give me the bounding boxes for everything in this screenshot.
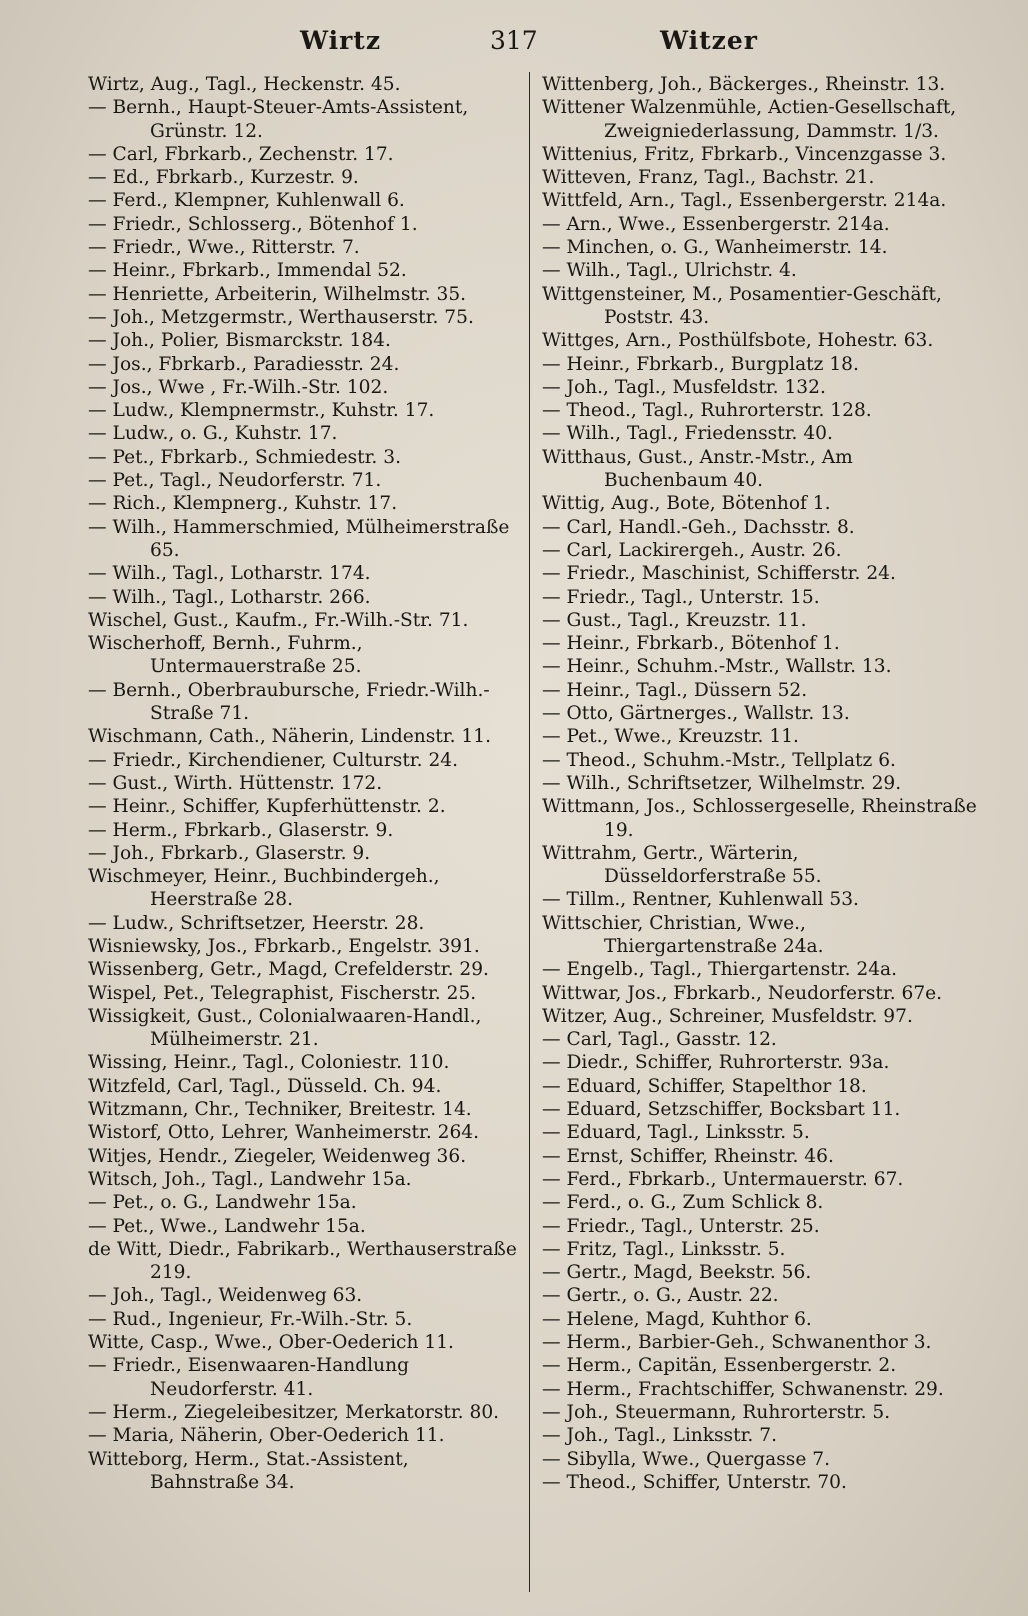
directory-entry: — Herm., Barbier-Geh., Schwanenthor 3. bbox=[542, 1332, 932, 1354]
directory-entry: — Diedr., Schiffer, Ruhrorterstr. 93a. bbox=[542, 1052, 890, 1074]
directory-entry: Wirtz, Aug., Tagl., Heckenstr. 45. bbox=[88, 74, 401, 95]
directory-entry: — Henriette, Arbeiterin, Wilhelmstr. 35. bbox=[88, 283, 467, 305]
directory-entry: — Ludw., o. G., Kuhstr. 17. bbox=[88, 423, 338, 445]
directory-entry: Wittges, Arn., Posthülfsbote, Hohestr. 63. bbox=[542, 330, 934, 352]
directory-entry: — Friedr., Schlosserg., Bötenhof 1. bbox=[88, 213, 418, 235]
directory-entry: — Helene, Magd, Kuhthor 6. bbox=[542, 1308, 812, 1330]
directory-entry: — Herm., Frachtschiffer, Schwanenstr. 29. bbox=[542, 1378, 944, 1400]
directory-entry: Witsch, Joh., Tagl., Landwehr 15a. bbox=[88, 1168, 412, 1190]
directory-entry: Wissigkeit, Gust., Colonialwaaren-Handl., Mülheimerstr. 21. bbox=[88, 1005, 482, 1051]
directory-entry: — Herm., Capitän, Essenbergerstr. 2. bbox=[542, 1355, 897, 1377]
directory-entry: — Heinr., Fbrkarb., Bötenhof 1. bbox=[542, 633, 840, 655]
directory-entry: Wittenius, Fritz, Fbrkarb., Vincenzgasse 3. bbox=[542, 143, 947, 165]
directory-entry: — Friedr., Maschinist, Schifferstr. 24. bbox=[542, 563, 896, 585]
directory-entry: — Gust., Wirth. Hüttenstr. 172. bbox=[88, 772, 383, 794]
left-column bbox=[88, 73, 520, 1494]
directory-entry: Witjes, Hendr., Ziegeler, Weidenweg 36. bbox=[88, 1145, 467, 1167]
directory-entry: Wissenberg, Getr., Magd, Crefelderstr. 29. bbox=[88, 959, 489, 981]
directory-entry: — Pet., Tagl., Neudorferstr. 71. bbox=[88, 470, 382, 492]
directory-entry: Wischmann, Cath., Näherin, Lindenstr. 11. bbox=[88, 726, 492, 748]
directory-entry: — Ludw., Klempnermstr., Kuhstr. 17. bbox=[88, 400, 435, 422]
directory-entry: — Carl, Handl.-Geh., Dachsstr. 8. bbox=[542, 516, 855, 538]
directory-entry: Wissing, Heinr., Tagl., Coloniestr. 110. bbox=[88, 1052, 450, 1074]
directory-entry: Wischel, Gust., Kaufm., Fr.-Wilh.-Str. 71. bbox=[88, 609, 469, 631]
directory-entry: — Theod., Tagl., Ruhrorterstr. 128. bbox=[542, 400, 872, 422]
directory-entry: — Wilh., Tagl., Lotharstr. 266. bbox=[88, 586, 371, 608]
directory-entry: — Rud., Ingenieur, Fr.-Wilh.-Str. 5. bbox=[88, 1308, 413, 1330]
directory-entry: — Engelb., Tagl., Thiergartenstr. 24a. bbox=[542, 959, 898, 981]
directory-entry: — Gertr., Magd, Beekstr. 56. bbox=[542, 1262, 812, 1284]
directory-entry: — Heinr., Schuhm.-Mstr., Wallstr. 13. bbox=[542, 656, 892, 678]
directory-entry: — Joh., Fbrkarb., Glaserstr. 9. bbox=[88, 842, 371, 864]
directory-entry: — Theod., Schuhm.-Mstr., Tellplatz 6. bbox=[542, 749, 896, 771]
directory-entry: — Friedr., Tagl., Unterstr. 25. bbox=[542, 1215, 820, 1237]
directory-entry: — Wilh., Hammerschmied, Mülheimerstraße 65. bbox=[88, 516, 510, 561]
directory-entry: — Carl, Lackirergeh., Austr. 26. bbox=[542, 539, 842, 561]
directory-entry: — Ferd., Klempner, Kuhlenwall 6. bbox=[88, 190, 405, 212]
directory-entry: — Ed., Fbrkarb., Kurzestr. 9. bbox=[88, 167, 359, 189]
directory-entry: — Otto, Gärtnerges., Wallstr. 13. bbox=[542, 703, 850, 725]
directory-entry: Wittgensteiner, M., Posamentier-Geschäft, Poststr. 43. bbox=[542, 283, 942, 328]
directory-entry: Wittrahm, Gertr., Wärterin, Düsseldorferstraße 55. bbox=[542, 842, 822, 888]
directory-entry: Wistorf, Otto, Lehrer, Wanheimerstr. 264. bbox=[88, 1122, 480, 1144]
directory-entry: Wischmeyer, Heinr., Buchbindergeh., Heerstraße 28. bbox=[88, 866, 440, 911]
directory-entry: — Carl, Fbrkarb., Zechenstr. 17. bbox=[88, 143, 394, 165]
directory-entry: Wittig, Aug., Bote, Bötenhof 1. bbox=[542, 493, 831, 515]
directory-entry: — Friedr., Tagl., Unterstr. 15. bbox=[542, 586, 820, 608]
directory-entry: de Witt, Diedr., Fabrikarb., Werthauserstraße 219. bbox=[88, 1238, 517, 1284]
directory-entry: — Pet., Wwe., Landwehr 15a. bbox=[88, 1215, 366, 1237]
directory-entry: — Joh., Tagl., Musfeldstr. 132. bbox=[542, 376, 826, 398]
directory-entry: Witzfeld, Carl, Tagl., Düsseld. Ch. 94. bbox=[88, 1075, 442, 1097]
directory-entry: — Wilh., Tagl., Friedensstr. 40. bbox=[542, 423, 833, 445]
directory-entry: — Joh., Tagl., Weidenweg 63. bbox=[88, 1285, 363, 1307]
directory-entry: — Pet., Fbrkarb., Schmiedestr. 3. bbox=[88, 446, 401, 468]
directory-entry: — Heinr., Fbrkarb., Burgplatz 18. bbox=[542, 353, 859, 375]
header-right-keyword: Witzer bbox=[660, 26, 758, 55]
directory-entry: — Pet., o. G., Landwehr 15a. bbox=[88, 1192, 357, 1214]
header-left-keyword: Wirtz bbox=[300, 26, 382, 55]
directory-entry: — Bernh., Haupt-Steuer-Amts-Assistent, Grünstr. 12. bbox=[88, 97, 469, 142]
directory-entry: Wispel, Pet., Telegraphist, Fischerstr. 25. bbox=[88, 982, 477, 1004]
directory-entry: Wittenberg, Joh., Bäckerges., Rheinstr. 13. bbox=[542, 74, 946, 95]
directory-entry: Witzer, Aug., Schreiner, Musfeldstr. 97. bbox=[542, 1005, 913, 1027]
directory-entry: — Ferd., Fbrkarb., Untermauerstr. 67. bbox=[542, 1168, 904, 1190]
directory-entry: Witzmann, Chr., Techniker, Breitestr. 14. bbox=[88, 1099, 472, 1121]
directory-entry: — Joh., Steuermann, Ruhrorterstr. 5. bbox=[542, 1401, 891, 1423]
directory-entry: — Herm., Fbrkarb., Glaserstr. 9. bbox=[88, 819, 394, 841]
directory-entry: — Maria, Näherin, Ober-Oederich 11. bbox=[88, 1425, 445, 1447]
directory-entry: — Bernh., Oberbraubursche, Friedr.-Wilh.-Straße 71. bbox=[88, 679, 490, 725]
page-number: 317 bbox=[490, 26, 538, 55]
directory-entry: — Eduard, Setzschiffer, Bocksbart 11. bbox=[542, 1099, 901, 1121]
right-column bbox=[542, 73, 982, 1494]
directory-entry: — Heinr., Schiffer, Kupferhüttenstr. 2. bbox=[88, 796, 446, 818]
directory-entry: — Joh., Metzgermstr., Werthauserstr. 75. bbox=[88, 306, 474, 328]
directory-entry: — Ludw., Schriftsetzer, Heerstr. 28. bbox=[88, 912, 425, 934]
directory-entry: — Theod., Schiffer, Unterstr. 70. bbox=[542, 1471, 847, 1493]
directory-entry: — Friedr., Wwe., Ritterstr. 7. bbox=[88, 237, 360, 259]
directory-entry: — Eduard, Schiffer, Stapelthor 18. bbox=[542, 1075, 867, 1097]
directory-entry: — Sibylla, Wwe., Quergasse 7. bbox=[542, 1448, 830, 1470]
directory-entry: — Rich., Klempnerg., Kuhstr. 17. bbox=[88, 493, 398, 515]
directory-entry: — Joh., Tagl., Linksstr. 7. bbox=[542, 1425, 777, 1447]
directory-entry: Witthaus, Gust., Anstr.-Mstr., Am Buchenbaum 40. bbox=[542, 446, 853, 492]
directory-entry: Wittener Walzenmühle, Actien-Gesellschaft, Zweigniederlassung, Dammstr. 1/3. bbox=[542, 97, 957, 142]
directory-entry: — Eduard, Tagl., Linksstr. 5. bbox=[542, 1122, 810, 1144]
directory-entry: — Carl, Tagl., Gasstr. 12. bbox=[542, 1029, 777, 1051]
directory-entry: — Ernst, Schiffer, Rheinstr. 46. bbox=[542, 1145, 834, 1167]
directory-entry: Witteborg, Herm., Stat.-Assistent, Bahnstraße 34. bbox=[88, 1448, 409, 1493]
column-divider bbox=[529, 72, 530, 1592]
directory-entry: — Arn., Wwe., Essenbergerstr. 214a. bbox=[542, 213, 890, 235]
directory-entry: — Gertr., o. G., Austr. 22. bbox=[542, 1285, 779, 1307]
directory-entry: — Ferd., o. G., Zum Schlick 8. bbox=[542, 1192, 824, 1214]
page-header bbox=[0, 26, 1028, 66]
directory-entry: — Friedr., Kirchendiener, Culturstr. 24. bbox=[88, 749, 459, 771]
directory-entry: — Jos., Fbrkarb., Paradiesstr. 24. bbox=[88, 353, 400, 375]
directory-entry: Wittfeld, Arn., Tagl., Essenbergerstr. 214a. bbox=[542, 190, 947, 212]
directory-entry: — Tillm., Rentner, Kuhlenwall 53. bbox=[542, 889, 859, 911]
directory-entry: Witteven, Franz, Tagl., Bachstr. 21. bbox=[542, 167, 875, 189]
directory-entry: — Herm., Ziegeleibesitzer, Merkatorstr. 80. bbox=[88, 1401, 500, 1423]
directory-entry: — Jos., Wwe , Fr.-Wilh.-Str. 102. bbox=[88, 376, 389, 398]
directory-entry: — Pet., Wwe., Kreuzstr. 11. bbox=[542, 726, 799, 748]
directory-entry: — Minchen, o. G., Wanheimerstr. 14. bbox=[542, 237, 888, 259]
directory-entry: — Friedr., Eisenwaaren-Handlung Neudorferstr. 41. bbox=[88, 1355, 409, 1400]
directory-entry: — Joh., Polier, Bismarckstr. 184. bbox=[88, 330, 391, 352]
directory-entry: — Gust., Tagl., Kreuzstr. 11. bbox=[542, 609, 807, 631]
directory-entry: Wittmann, Jos., Schlossergeselle, Rheinstraße 19. bbox=[542, 796, 977, 841]
directory-entry: — Heinr., Fbrkarb., Immendal 52. bbox=[88, 260, 407, 282]
directory-entry: — Wilh., Tagl., Lotharstr. 174. bbox=[88, 563, 371, 585]
directory-entry: Wischerhoff, Bernh., Fuhrm., Untermauerstraße 25. bbox=[88, 633, 363, 678]
directory-entry: Witte, Casp., Wwe., Ober-Oederich 11. bbox=[88, 1332, 454, 1354]
directory-entry: — Wilh., Tagl., Ulrichstr. 4. bbox=[542, 260, 797, 282]
directory-entry: Wittschier, Christian, Wwe., Thiergartenstraße 24a. bbox=[542, 912, 824, 957]
directory-entry: — Fritz, Tagl., Linksstr. 5. bbox=[542, 1238, 786, 1260]
directory-entry: Wisniewsky, Jos., Fbrkarb., Engelstr. 391. bbox=[88, 935, 480, 957]
directory-entry: Wittwar, Jos., Fbrkarb., Neudorferstr. 67e. bbox=[542, 982, 943, 1004]
directory-entry: — Heinr., Tagl., Düssern 52. bbox=[542, 679, 808, 701]
directory-entry: — Wilh., Schriftsetzer, Wilhelmstr. 29. bbox=[542, 772, 902, 794]
